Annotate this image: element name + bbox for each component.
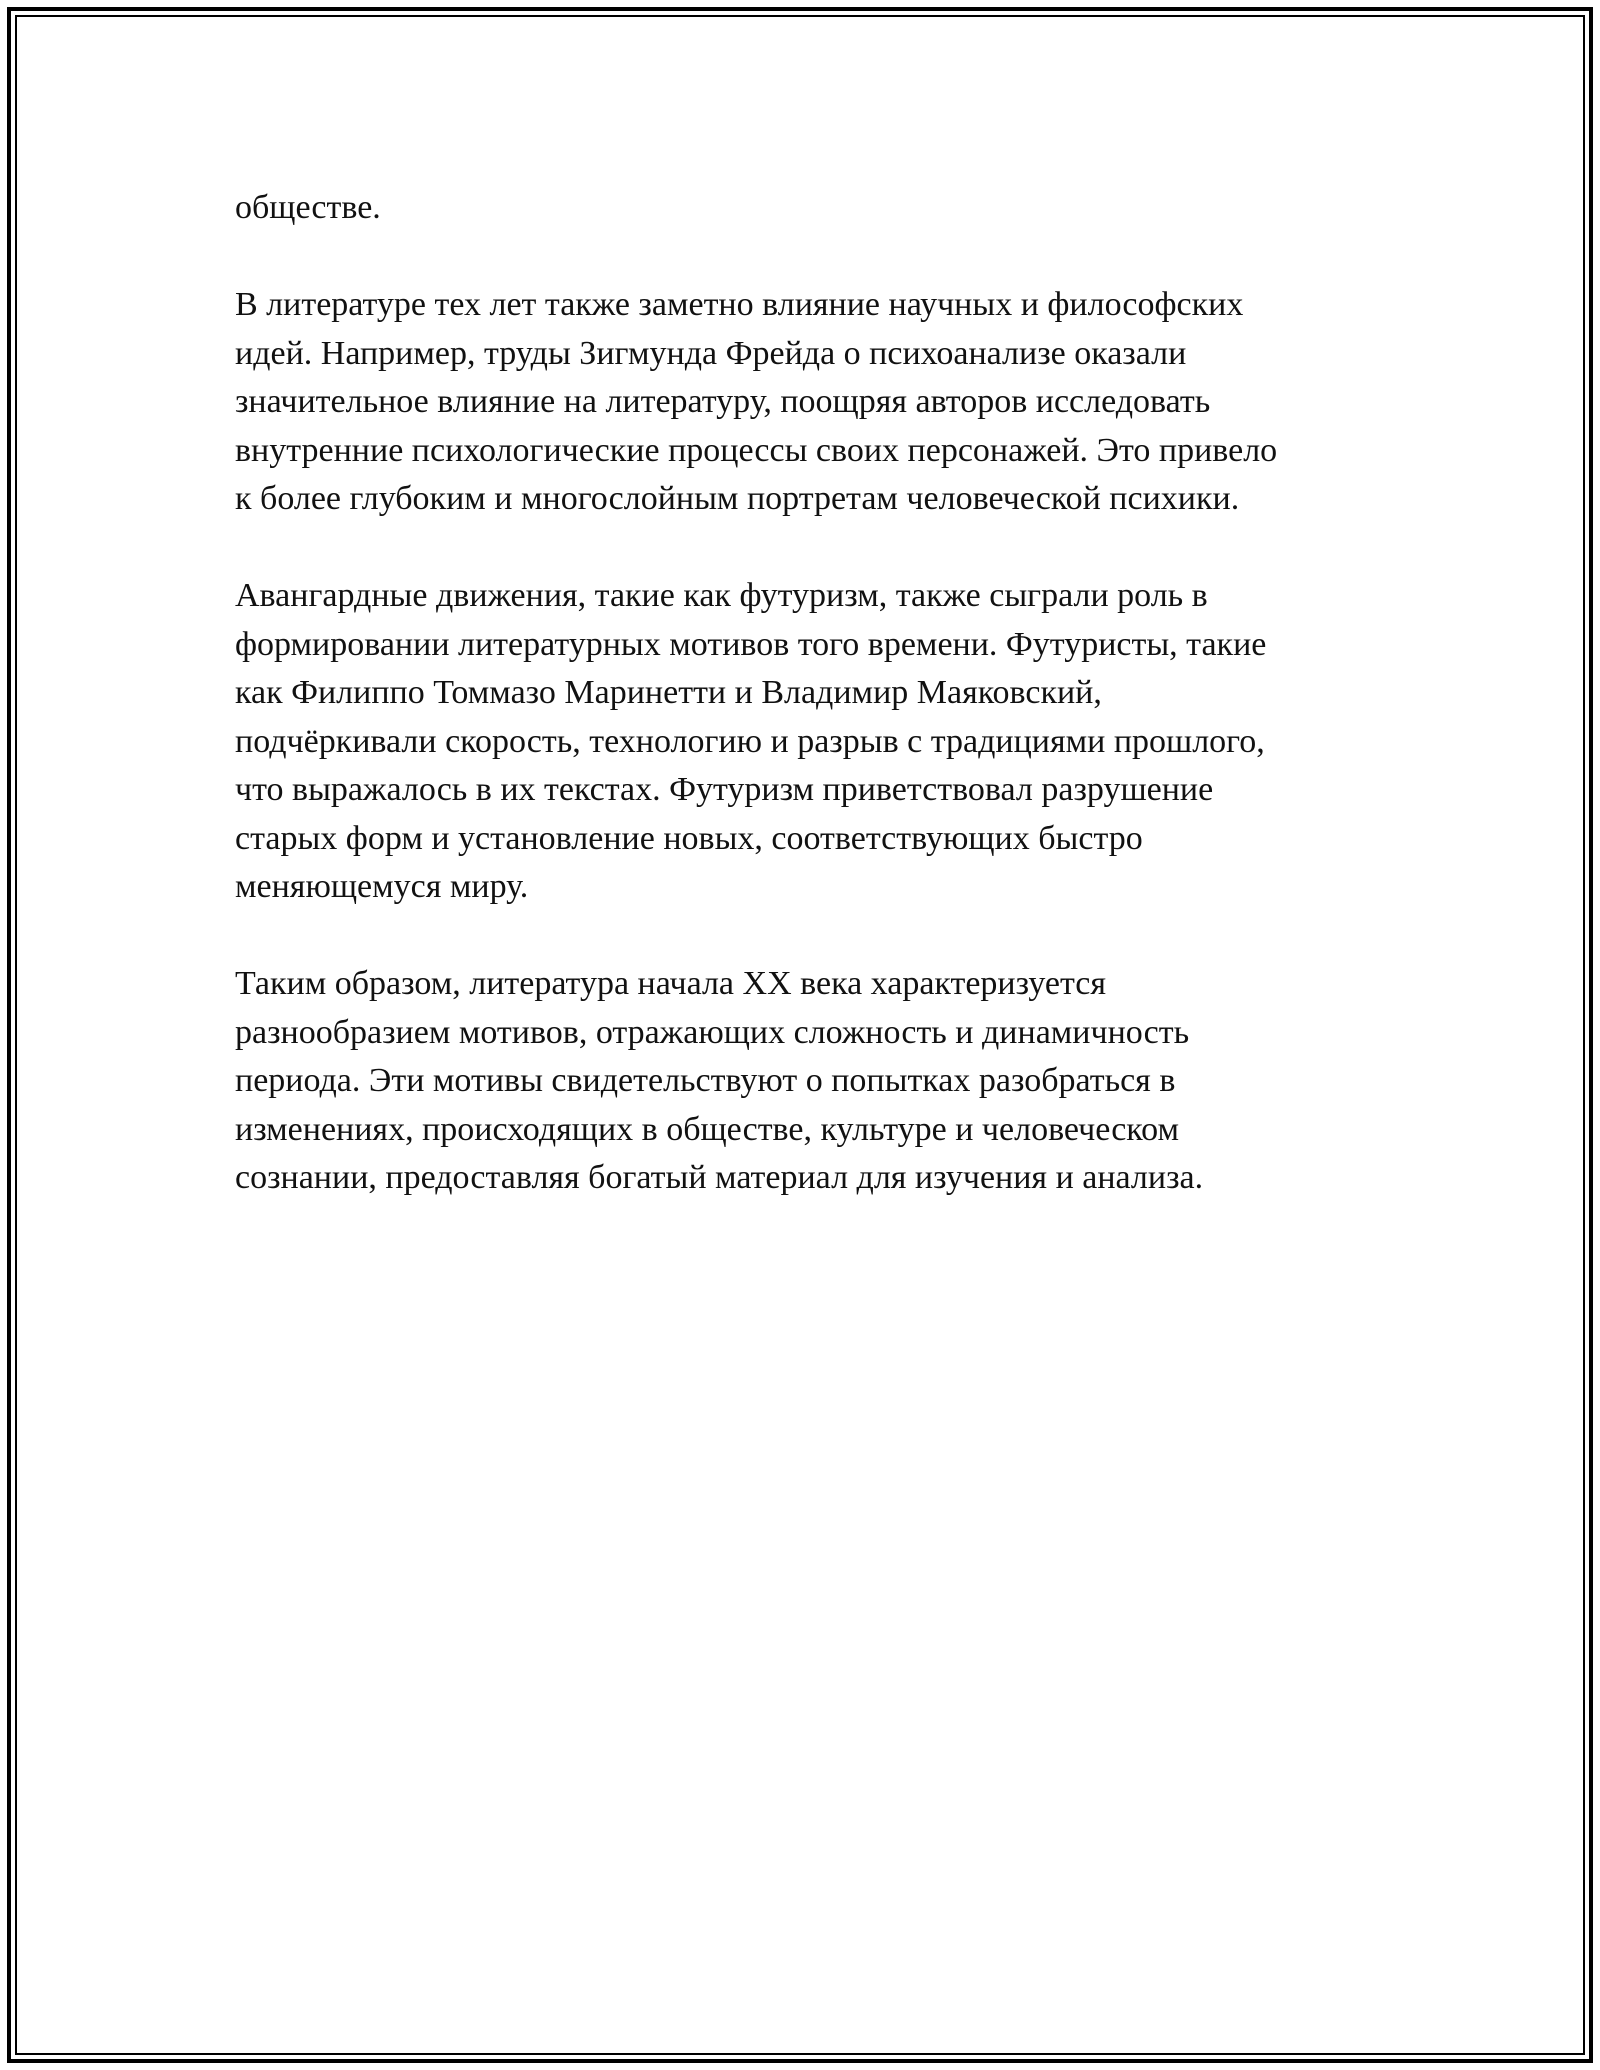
paragraph-continuation: обществе.: [235, 189, 381, 226]
paragraph-conclusion: Таким образом, литература начала XX века характеризуется разнообразием мотивов, отражающих сложность и динамичность периода. Эти мотивы свидетельствуют о попытках разобраться в изменениях, происходящих в обществе, культуре и человеческом сознании, предоставляя богатый материал для изучения и анализа.: [235, 965, 1204, 1196]
paragraph-science-philosophy: В литературе тех лет также заметно влияние научных и философских идей. Например, труды Зигмунда Фрейда о психоанализе оказали значительное влияние на литературу, поощряя авторов исследовать внутренние психологические процессы своих персонажей. Это привело к более глубоким и многослойным портретам человеческой психики.: [235, 286, 1278, 517]
document-body: [235, 184, 1375, 1251]
paragraph-futurism: Авангардные движения, такие как футуризм, также сыграли роль в формировании литературных мотивов того времени. Футуристы, такие как Филиппо Томмазо Маринетти и Владимир Маяковский, подчёркивали скорость, технологию и разрыв с традициями прошлого, что выражалось в их текстах. Футуризм приветствовал разрушение старых форм и установление новых, соответствующих быстро меняющемуся миру.: [235, 577, 1267, 905]
